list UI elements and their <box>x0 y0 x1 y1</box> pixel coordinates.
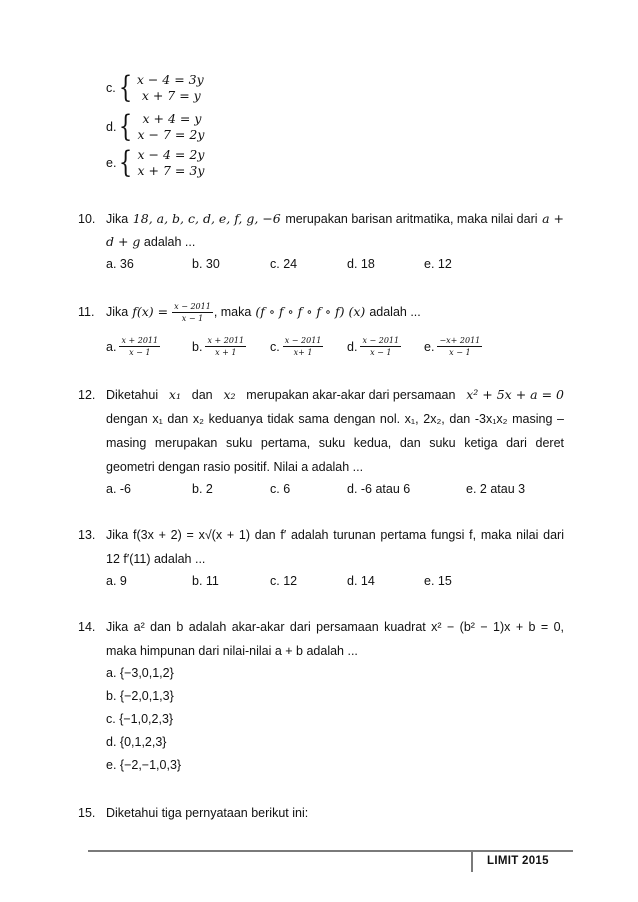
q11-frac-num: x − 2011 <box>174 301 211 311</box>
q12-line3: masing merupakan suku pertama, suku kedua, dan suku ketiga dari deret <box>106 436 564 450</box>
q12-diketahui: Diketahui <box>106 388 159 402</box>
q12-option-e[interactable]: e. 2 atau 3 <box>466 482 526 496</box>
q10-option-d[interactable]: d. 18 <box>347 257 375 271</box>
option-c-eq1: x − 4 = 3y <box>136 72 204 87</box>
option-c-system <box>106 72 204 104</box>
q10-jika: Jika <box>106 212 129 226</box>
q11-option-e-fraction <box>437 336 482 357</box>
q14-line1: Jika a² dan b adalah akar-akar dari persamaan kuadrat x² − (b² − 1)x + b = 0, <box>106 620 564 634</box>
q11-option-c-label: c. <box>270 339 280 354</box>
option-e-label: e. <box>106 156 117 170</box>
q11-option-a-label: a. <box>106 339 117 354</box>
q10-option-c[interactable]: c. 24 <box>270 257 298 271</box>
q11-line1 <box>106 297 421 327</box>
q11-option-e[interactable] <box>424 336 482 357</box>
q12-line1 <box>106 387 564 403</box>
q13-number: 13. <box>78 528 96 542</box>
q11-option-d-num: x − 2011 <box>362 336 400 345</box>
option-d-label: d. <box>106 120 117 134</box>
q11-option-b-fraction <box>205 336 246 357</box>
q11-option-a-num: x + 2011 <box>121 336 159 345</box>
q12-dan: dan <box>191 388 213 402</box>
q11-option-e-den: x − 1 <box>449 348 471 357</box>
q11-option-e-num: −x+ 2011 <box>439 336 481 345</box>
q12-number: 12. <box>78 388 96 402</box>
brace-icon: { <box>119 109 133 144</box>
q14-option-c[interactable]: c. {−1,0,2,3} <box>106 712 174 726</box>
q11-option-b-label: b. <box>192 339 203 354</box>
footer-separator <box>471 852 473 872</box>
q14-option-b[interactable]: b. {−2,0,1,3} <box>106 689 174 703</box>
q13-option-a[interactable]: a. 9 <box>106 574 127 588</box>
q13-option-d[interactable]: d. 14 <box>347 574 375 588</box>
q11-composition: (f ∘ f ∘ f ∘ f ∘ f) (x) <box>255 304 366 319</box>
q10-adalah: adalah ... <box>143 235 196 249</box>
option-e-eq1: x − 4 = 2y <box>137 147 205 162</box>
q10-text: merupakan barisan aritmatika, maka nilai dari <box>285 212 538 226</box>
q11-option-e-label: e. <box>424 339 435 354</box>
option-c-label: c. <box>106 81 116 95</box>
footer-divider <box>88 850 573 852</box>
q11-option-d-label: d. <box>347 339 358 354</box>
q12-option-c[interactable]: c. 6 <box>270 482 291 496</box>
brace-icon: { <box>119 145 133 180</box>
q10-number: 10. <box>78 212 96 226</box>
q13-line2: 12 f′(11) adalah ... <box>106 552 206 566</box>
q12-option-d[interactable]: d. -6 atau 6 <box>347 482 411 496</box>
q13-option-b[interactable]: b. 11 <box>192 574 219 588</box>
q10-expr: a + <box>542 211 564 226</box>
q11-option-d[interactable] <box>347 336 401 357</box>
brace-icon: { <box>118 70 132 105</box>
q15-line1: Diketahui tiga pernyataan berikut ini: <box>106 806 309 820</box>
q11-maka: , maka <box>213 305 252 319</box>
q10-sequence: 18, a, b, c, d, e, f, g, −6 <box>132 211 281 226</box>
option-d-eq2: x − 7 = 2y <box>137 127 205 142</box>
q10-option-b[interactable]: b. 30 <box>192 257 220 271</box>
q11-option-b-den: x + 1 <box>215 348 237 357</box>
option-d-system <box>106 111 204 143</box>
q13-line1: Jika f(3x + 2) = x√(x + 1) dan f′ adalah turunan pertama fungsi f, maka nilai dari <box>106 528 564 542</box>
option-c-eq2: x + 7 = y <box>141 88 201 103</box>
q12-x2: x₂ <box>223 387 236 402</box>
option-e-eq2: x + 7 = 3y <box>137 163 205 178</box>
q11-option-a-den: x − 1 <box>129 348 151 357</box>
q11-number: 11. <box>78 305 95 319</box>
q10-line1 <box>106 211 564 227</box>
q11-option-d-fraction <box>360 336 401 357</box>
q11-jika: Jika <box>106 305 129 319</box>
q11-fx: f(x) <box>132 304 154 319</box>
q10-option-a[interactable]: a. 36 <box>106 257 134 271</box>
option-d-eq1: x + 4 = y <box>142 111 202 126</box>
q12-line2: dengan x₁ dan x₂ keduanya tidak sama dengan nol. x₁, 2x₂, dan -3x₁x₂ masing – <box>106 412 564 426</box>
option-e-system <box>106 147 204 179</box>
q11-frac-den: x − 1 <box>181 313 204 323</box>
q11-option-c[interactable] <box>270 336 323 357</box>
q11-option-c-den: x+ 1 <box>293 348 313 357</box>
q10-expr2: d + g <box>106 234 141 249</box>
q14-line2: maka himpunan dari nilai-nilai a + b adalah ... <box>106 644 358 658</box>
q14-option-d[interactable]: d. {0,1,2,3} <box>106 735 167 749</box>
q14-option-e[interactable]: e. {−2,−1,0,3} <box>106 758 182 772</box>
q10-line2 <box>106 234 195 250</box>
q15-number: 15. <box>78 806 96 820</box>
q13-option-c[interactable]: c. 12 <box>270 574 298 588</box>
q14-number: 14. <box>78 620 96 634</box>
q11-option-c-fraction <box>283 336 324 357</box>
q12-x1: x₁ <box>168 387 181 402</box>
q10-option-e[interactable]: e. 12 <box>424 257 452 271</box>
q11-option-b[interactable] <box>192 336 246 357</box>
q13-option-e[interactable]: e. 15 <box>424 574 452 588</box>
q11-adalah: adalah ... <box>369 305 421 319</box>
q12-line4: geometri dengan rasio positif. Nilai a adalah ... <box>106 460 364 474</box>
q12-text: merupakan akar-akar dari persamaan <box>246 388 456 402</box>
q11-eq: = <box>157 304 169 319</box>
q11-option-d-den: x − 1 <box>370 348 392 357</box>
q11-option-a[interactable] <box>106 336 160 357</box>
q11-option-c-num: x − 2011 <box>284 336 322 345</box>
q11-option-b-num: x + 2011 <box>207 336 245 345</box>
q11-fraction <box>172 302 213 323</box>
q14-option-a[interactable]: a. {−3,0,1,2} <box>106 666 174 680</box>
q11-option-a-fraction <box>119 336 160 357</box>
q12-option-a[interactable]: a. -6 <box>106 482 132 496</box>
q12-equation: x² + 5x + a = 0 <box>466 387 564 402</box>
q12-option-b[interactable]: b. 2 <box>192 482 213 496</box>
footer-label: LIMIT 2015 <box>487 855 549 867</box>
